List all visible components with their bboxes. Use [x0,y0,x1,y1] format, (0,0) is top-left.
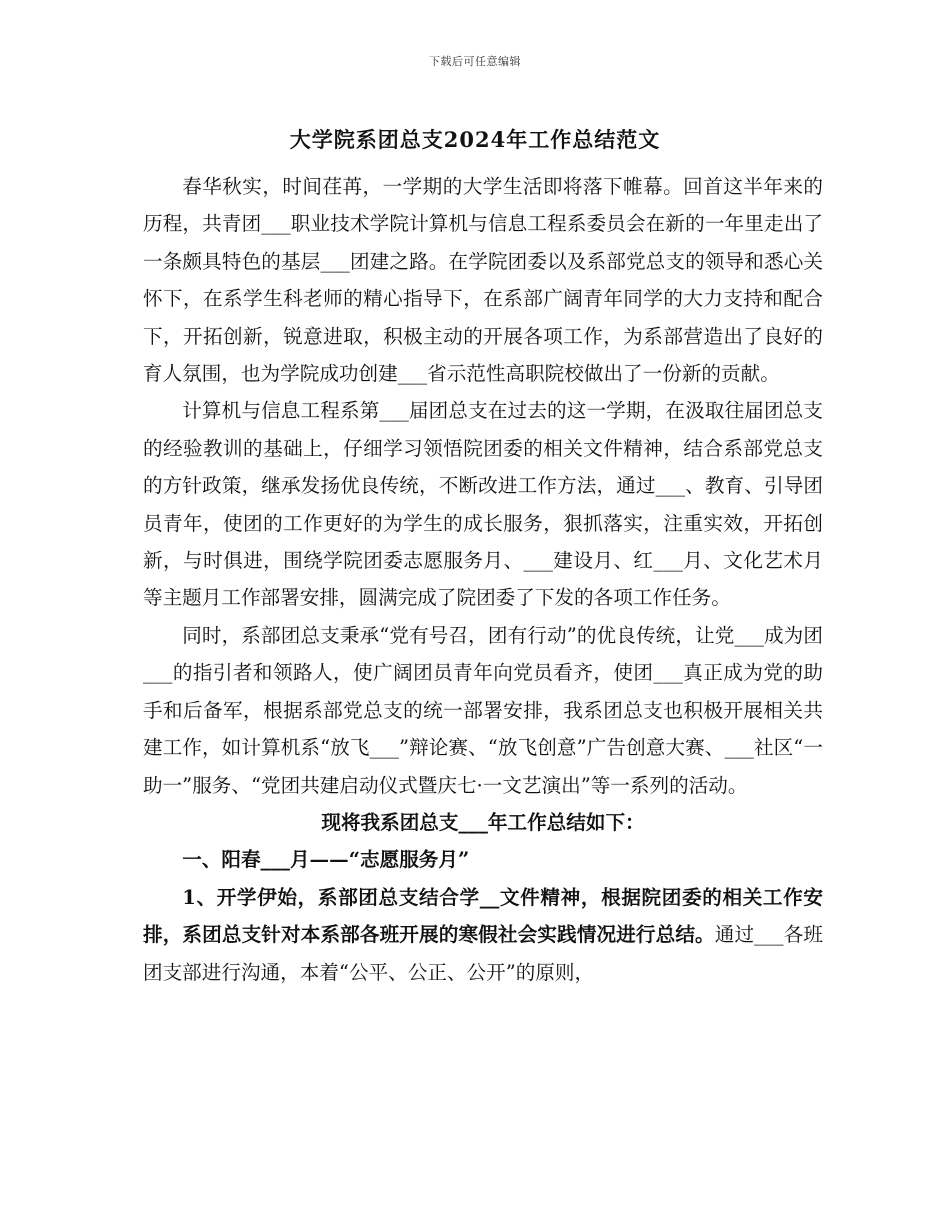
document-body [143,168,823,991]
header-note: 下载后可任意编辑 [429,55,521,68]
section-heading-1: 一、阳春___月——“志愿服务月” [182,848,470,872]
paragraph-1: 春华秋实，时间荏苒，一学期的大学生活即将落下帷幕。回首这半年来的历程，共青团___职业技术学院计算机与信息工程系委员会在新的一年里走出了一条颇具特色的基层___团建之路。在学院团委以及系部党总支的领导和悉心关怀下，在系学生科老师的精心指导下，在系部广阔青年同学的大力支持和配合下，开拓创新，锐意进取，积极主动的开展各项工作，为系部营造出了良好的育人氛围，也为学院成功创建___省示范性高职院校做出了一份新的贡献。 [143,175,823,386]
list-item-1-normal-text: 通过___各班团支部进行沟通，本着“公平、公正、公开”的原则， [143,923,824,984]
list-item-1-bold-text: 1、开学伊始，系部团总支结合学__文件精神，根据院团委的相关工作安排，系团总支针对本系部各班开展的寒假社会实践情况进行总结。 [143,885,823,947]
section-intro-heading: 现将我系团总支___年工作总结如下： [321,810,645,834]
list-item-1 [143,879,823,991]
paragraph-3: 同时，系部团总支秉承“党有号召，团有行动”的优良传统，让党___成为团___的指引者和领路人，使广阔团员青年向党员看齐，使团___真正成为党的助手和后备军，根据系部党总支的统一部署安排，我系团总支也积极开展相关共建工作，如计算机系“放飞___”辩论赛、“放飞创意”广告创意大赛、___社区“一助一”服务、“党团共建启动仪式暨庆七·一文艺演出”等一系列的活动。 [143,623,823,797]
document-title: 大学院系团总支2024年工作总结范文 [289,127,661,152]
paragraph-2: 计算机与信息工程系第___届团总支在过去的这一学期，在汲取往届团总支的经验教训的基础上，仔细学习领悟院团委的相关文件精神，结合系部党总支的方针政策，继承发扬优良传统，不断改进工作方法，通过___、教育、引导团员青年，使团的工作更好的为学生的成长服务，狠抓落实，注重实效，开拓创新，与时俱进，围绕学院团委志愿服务月、___建设月、红___月、文化艺术月等主题月工作部署安排，圆满完成了院团委了下发的各项工作任务。 [143,399,823,610]
